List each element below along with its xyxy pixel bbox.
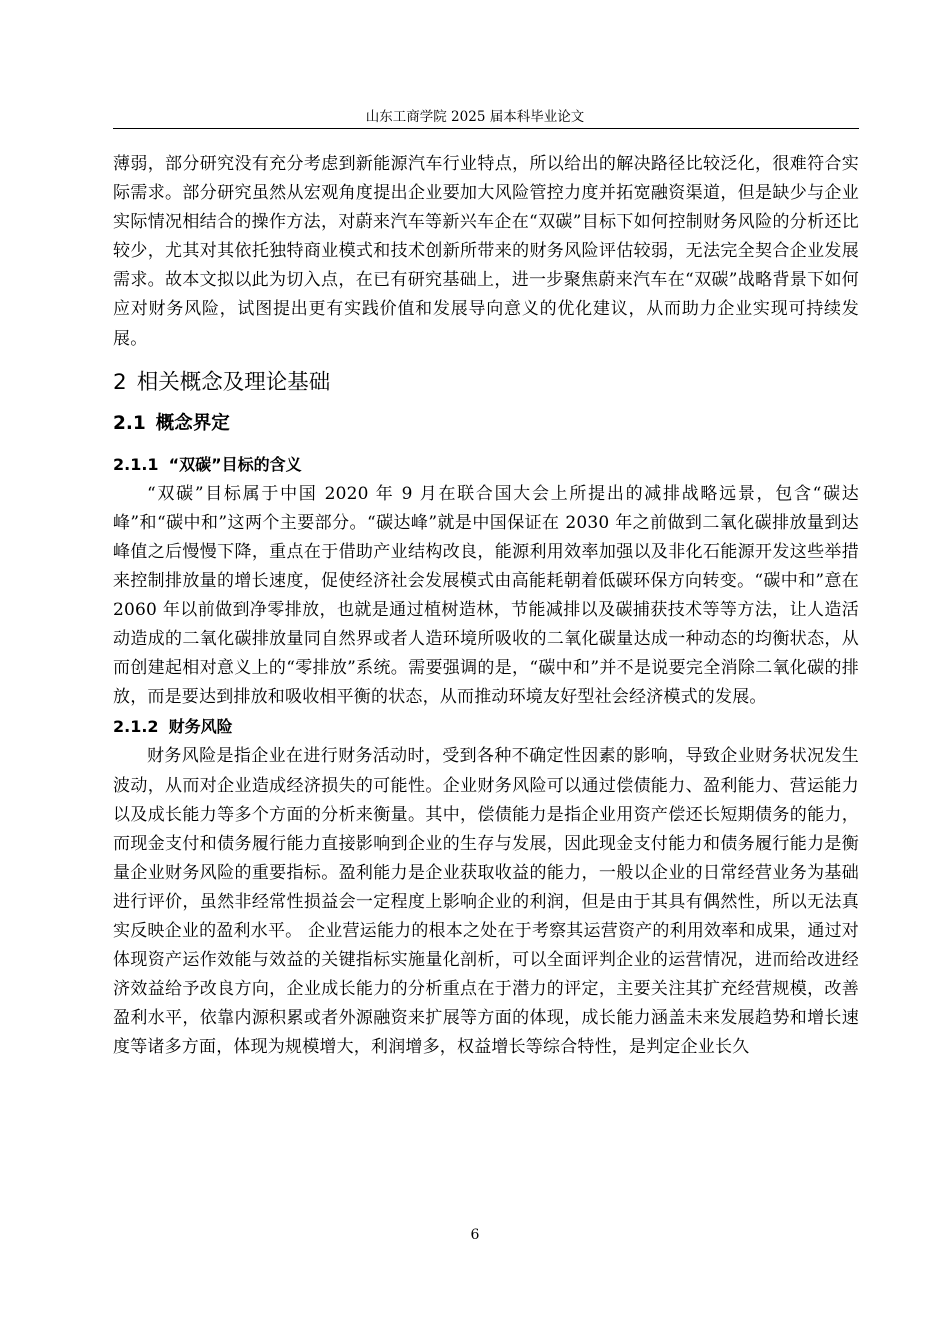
section-heading — [113, 366, 859, 400]
subsection-number: 2.1 — [113, 412, 146, 434]
subsubsection-title: “双碳”目标的含义 — [168, 454, 302, 474]
section-title: 相关概念及理论基础 — [136, 369, 331, 395]
carbon-goal-paragraph: “双碳”目标属于中国 2020 年 9 月在联合国大会上所提出的减排战略远景，包含“碳达峰”和“碳中和”这两个主要部分。“碳达峰”就是中国保证在 2030 年之前做到二氧化碳排放量到达峰值之后慢慢下降，重点在于借助产业结构改良，能源利用效率加强以及非化石能源开发这些举措来控制排放量的增长速度，促使经济社会发展模式由高能耗朝着低碳环保方向转变。“碳中和”意在 2060 年以前做到净零排放，也就是通过植树造林，节能减排以及碳捕获技术等等方法，让人造活动造成的二氧化碳排放量同自然界或者人造环境所吸收的二氧化碳量达成一种动态的均衡状态，从而创建起相对意义上的“零排放”系统。需要强调的是，“碳中和”并不是说要完全消除二氧化碳的排放，而是要达到排放和吸收相平衡的状态，从而推动环境友好型社会经济模式的发展。 — [113, 483, 859, 708]
subsubsection-number: 2.1.2 — [113, 717, 159, 737]
page-number: 6 — [470, 1227, 480, 1243]
subsubsection-heading-financial-risk — [113, 714, 859, 740]
intro-paragraph: 薄弱，部分研究没有充分考虑到新能源汽车行业特点，所以给出的解决路径比较泛化，很难符合实际需求。部分研究虽然从宏观角度提出企业要加大风险管控力度并拓宽融资渠道，但是缺少与企业实际情况相结合的操作方法，对蔚来汽车等新兴车企在“双碳”目标下如何控制财务风险的分析还比较少，尤其对其依托独特商业模式和技术创新所带来的财务风险评估较弱，无法完全契合企业发展需求。故本文拟以此为切入点，在已有研究基础上，进一步聚焦蔚来汽车在“双碳”战略背景下如何应对财务风险，试图提出更有实践价值和发展导向意义的优化建议，从而助力企业实现可持续发展。 — [113, 154, 859, 349]
subsection-title: 概念界定 — [155, 412, 230, 434]
subsection-heading — [113, 408, 859, 440]
financial-risk-paragraph: 财务风险是指企业在进行财务活动时，受到各种不确定性因素的影响，导致企业财务状况发生波动，从而对企业造成经济损失的可能性。企业财务风险可以通过偿债能力、盈利能力、营运能力以及成长能力等多个方面的分析来衡量。其中，偿债能力是指企业用资产偿还长短期债务的能力，而现金支付和债务履行能力直接影响到企业的生存与发展，因此现金支付能力和债务履行能力是衡量企业财务风险的重要指标。盈利能力是企业获取收益的能力，一般以企业的日常经营业务为基础进行评价，虽然非经常性损益会一定程度上影响企业的利润，但是由于其具有偶然性，所以无法真实反映企业的盈利水平。 企业营运能力的根本之处在于考察其运营资产的利用效率和成果，通过对体现资产运作效能与效益的关键指标实施量化剖析，可以全面评判企业的运营情况，进而给改进经济效益给予改良方向，企业成长能力的分析重点在于潜力的评定，主要关注其扩充经营规模，改善盈利水平，依靠内源积累或者外源融资来扩展等方面的体现，成长能力涵盖未来发展趋势和增长速度等诸多方面，体现为规模增大，利润增多，权益增长等综合特性，是判定企业长久 — [113, 746, 859, 1058]
subsubsection-heading-carbon — [113, 452, 859, 478]
subsubsection-title: 财务风险 — [168, 717, 233, 737]
page-body — [113, 150, 859, 1062]
running-header: 山东工商学院 2025 届本科毕业论文 — [365, 109, 585, 125]
section-number: 2 — [113, 369, 127, 395]
header-rule — [113, 128, 859, 129]
subsubsection-number: 2.1.1 — [113, 454, 159, 474]
